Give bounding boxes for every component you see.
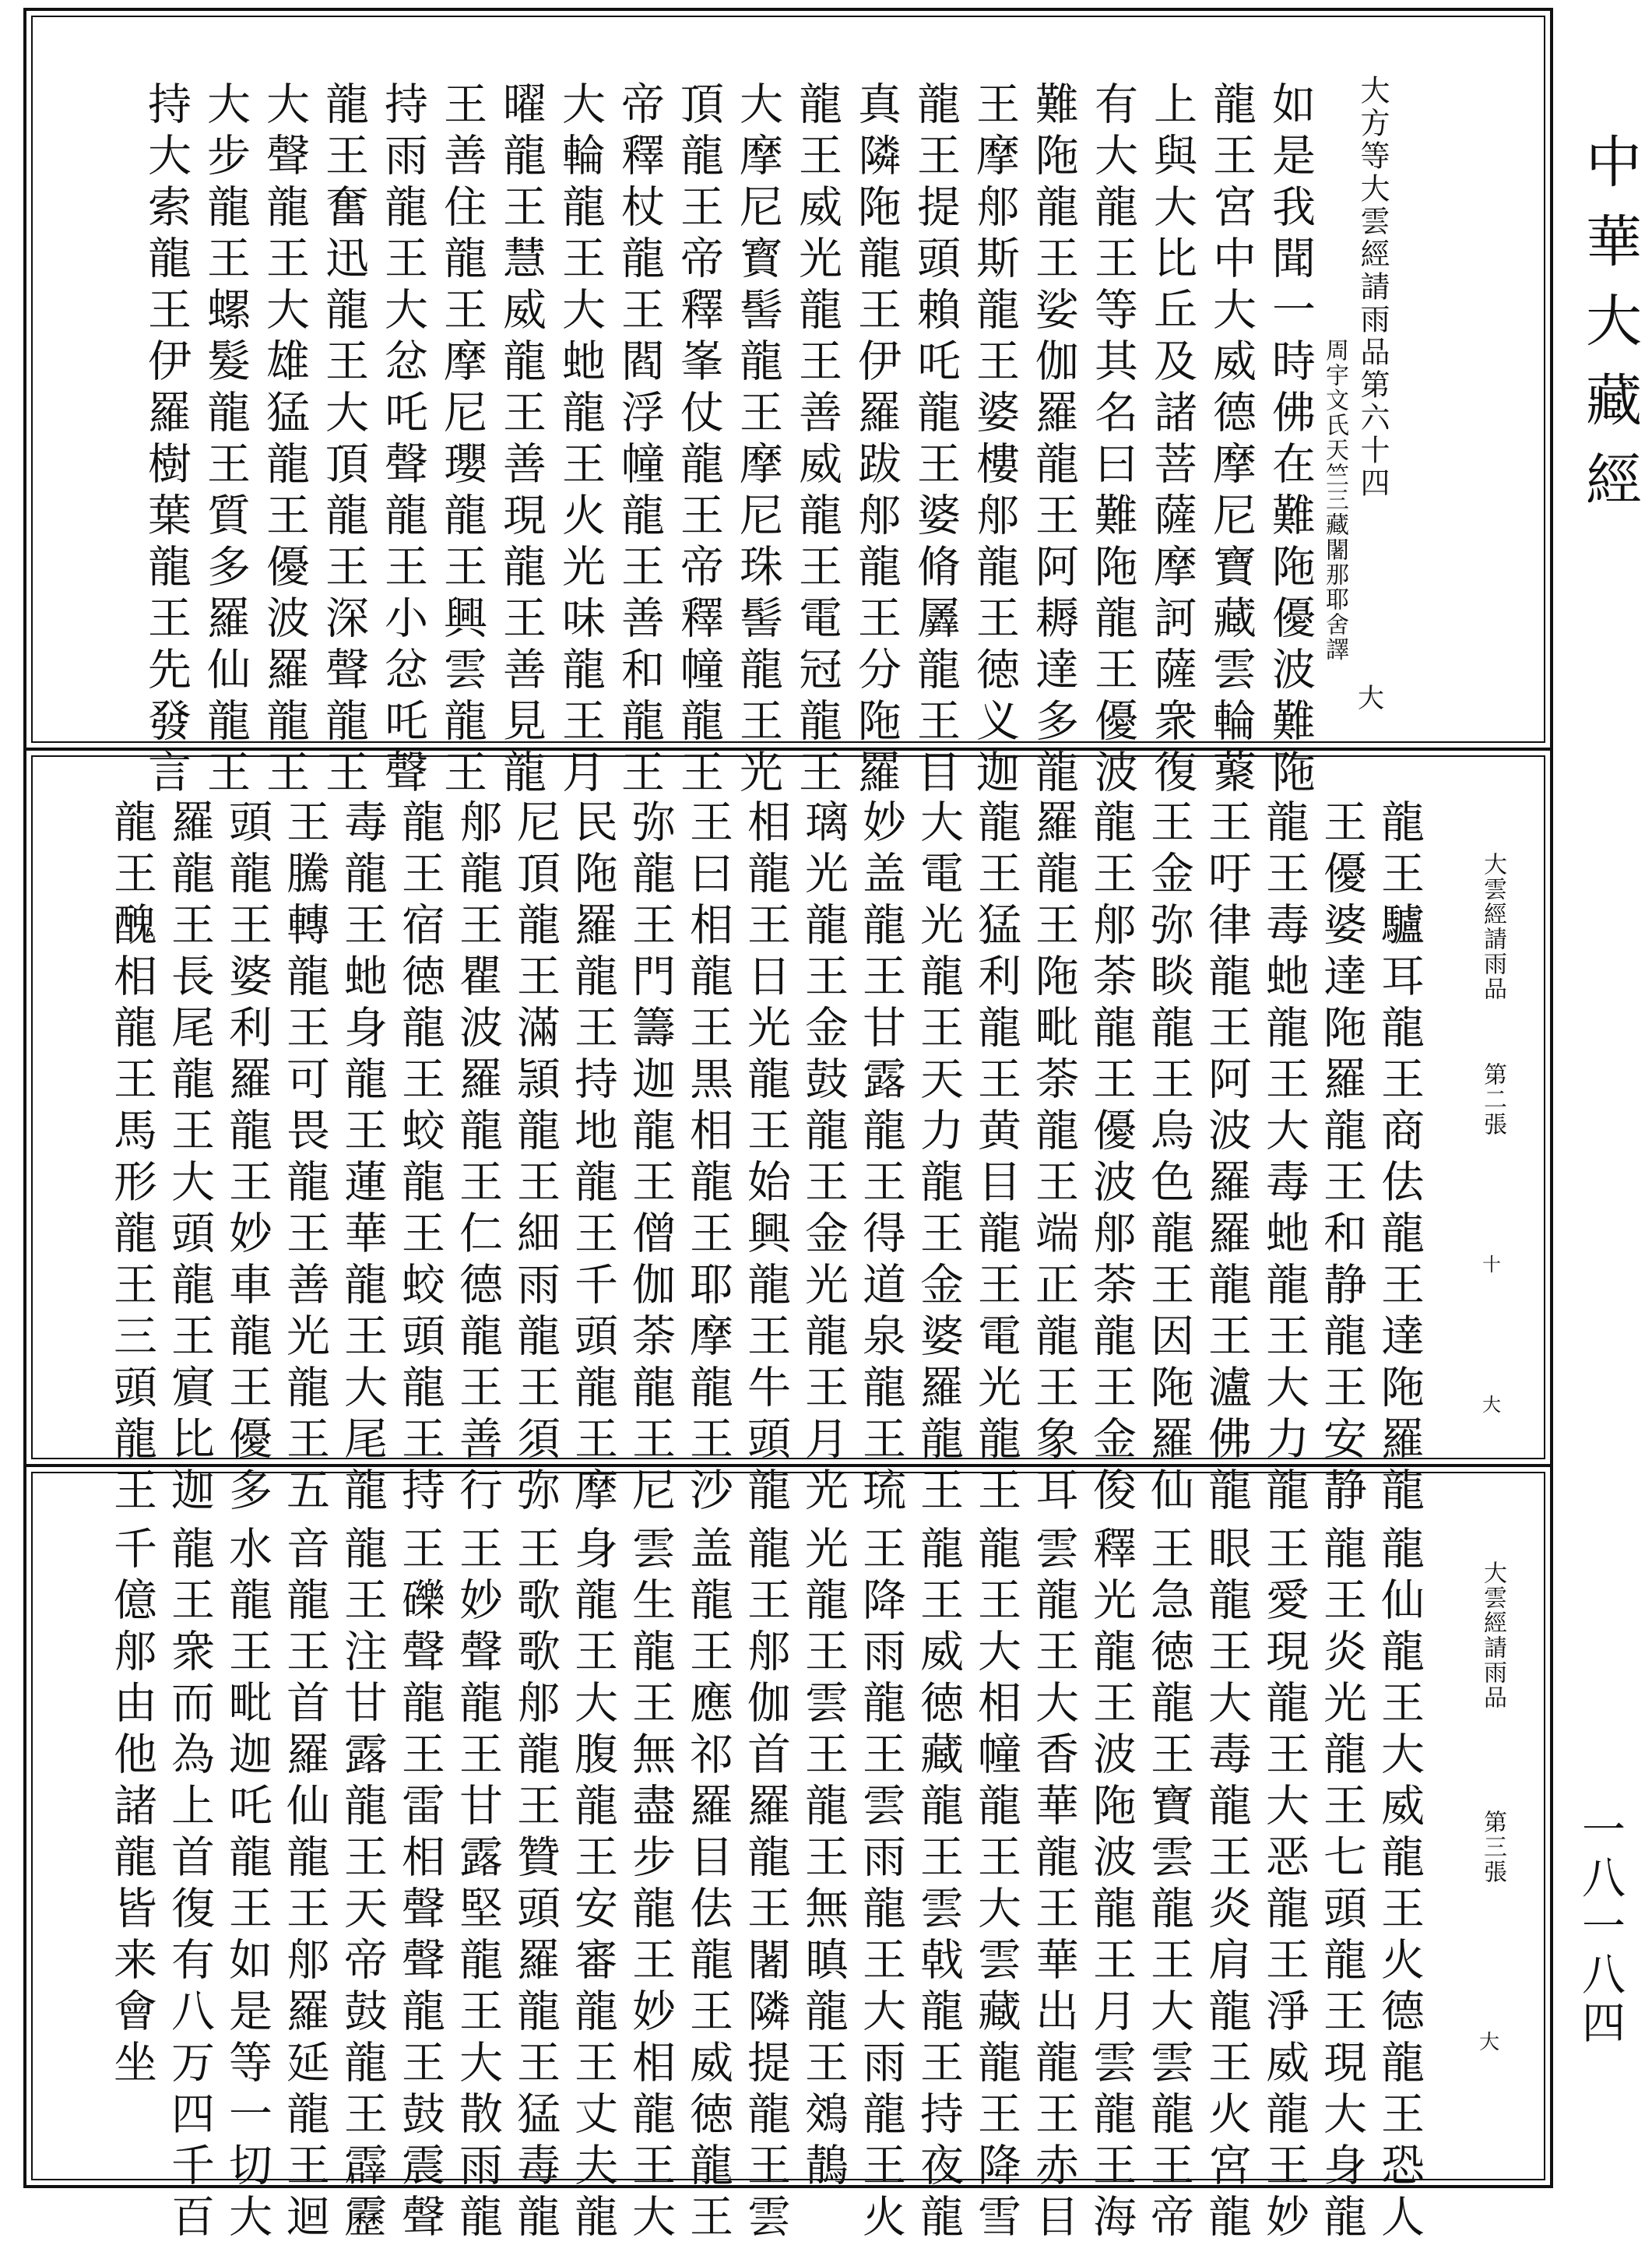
text-column: 帝釋杖龍王閻浮幢龍王善和龍王: [614, 81, 665, 801]
text-column: 王礫聲龍王雷相聲聲龍王鼓震聲: [395, 1525, 445, 2245]
page-caption: 第二張: [1479, 1062, 1506, 1137]
section-caption: 大雲經請雨品: [1479, 852, 1506, 1001]
text-column: 光龍王雲王龍王無瞋龍王鵁鶄: [798, 1525, 849, 2194]
text-column: 身龍王大腹龍王安審龍王丈夫龍: [568, 1525, 618, 2245]
text-column: 相龍王日光龍王始興龍王牛頭龍: [740, 799, 791, 1518]
text-column: 如是我聞一時佛在難陁優波難陁: [1265, 81, 1316, 801]
text-column: 毒龍王虵身龍王蓮華龍王大尾龍: [337, 799, 388, 1518]
text-column: 盖龍王應祁羅目佉龍王威徳龍王: [683, 1525, 733, 2245]
text-column: 王吁律龍王阿波羅羅龍王瀘佛龍: [1201, 799, 1252, 1518]
text-column: 雲生龍王無盡步龍王妙相龍王大: [625, 1525, 676, 2245]
text-column: 王善住龍王摩尼瓔龍王興雲龍王: [437, 81, 487, 801]
text-column: 龍王衆而為上首復有八万四千百: [164, 1525, 215, 2245]
text-column: 郍龍王瞿波羅龍王仁德龍王善行: [452, 799, 503, 1518]
text-column: 龍王驢耳龍王商佉龍王達陁羅龍: [1374, 799, 1425, 1518]
text-frame-2: [26, 751, 1550, 1518]
text-column: 真隣陁龍王伊羅跋郍龍王分陁羅: [851, 81, 902, 801]
text-column: 王摩郍斯龍王婆樓郍龍王徳义迦: [969, 81, 1020, 801]
collection-title: 中華大藏經: [1576, 132, 1642, 530]
text-column: 龍王炎光龍王七頭龍王現大身龍: [1316, 1525, 1367, 2245]
text-column: 王降雨龍王雲雨龍王大雨龍王火: [856, 1525, 906, 2245]
text-column: 龍王宮中大威德摩尼寶藏雲輪藂: [1206, 81, 1257, 801]
text-column: 大電光龍王天力龍王金婆羅龍王: [913, 799, 964, 1518]
page-mark: 十: [1482, 1254, 1501, 1276]
text-column: 王優婆達陁羅龍王和静龍王安静: [1316, 799, 1367, 1518]
page-caption: 第三張: [1479, 1810, 1506, 1884]
text-column: 音龍王首羅仙龍王郍羅延龍王迴: [279, 1525, 330, 2245]
text-column: 頂龍王帝釋峯仗龍王帝釋幢龍王: [673, 81, 724, 801]
text-column: 王妙聲龍王甘露堅龍王大散雨龍: [452, 1525, 503, 2245]
text-column: 龍仙龍王大威龍王火德龍王恐人: [1374, 1525, 1425, 2245]
text-column: 大聲龍王大雄猛龍王優波羅龍王: [259, 81, 310, 801]
text-frame-1: [26, 11, 1550, 801]
text-column: 王曰相龍王黒相龍王耶摩龍王沙: [683, 799, 733, 1518]
text-column: 尼頂龍王滿頴龍王細雨龍王須弥: [510, 799, 561, 1518]
text-column: 龍王郍荼龍王優波郍荼龍王金俊: [1086, 799, 1137, 1518]
text-column: 雲龍王大香華龍王華出龍王赤目: [1028, 1525, 1079, 2245]
text-column: 水龍王毗迦吒龍王如是等一切大: [222, 1525, 272, 2245]
sutra-title: 大方等大雲經請雨品第六十四: [1355, 75, 1390, 500]
text-column: 王騰轉龍王可畏龍王善光龍王五: [279, 799, 330, 1518]
text-column: 千億郍由他諸龍皆来會坐: [107, 1525, 157, 2091]
text-column: 有大龍王等其名曰難陁龍王優波: [1088, 81, 1138, 801]
text-column: 王愛現龍王大恶龍王淨威龍王妙: [1259, 1525, 1309, 2245]
text-column: 持大索龍王伊羅樹葉龍王先發言: [141, 81, 192, 801]
text-column: 龍王郍伽首羅龍王闍隣提龍王雲: [740, 1525, 791, 2245]
page-mark-extra: 大: [1482, 1394, 1501, 1416]
text-column: 持雨龍王大忿吒聲龍王小忿吒聲: [378, 81, 428, 801]
inner-border: [31, 16, 1545, 743]
text-column: 龍王注甘露龍王天帝鼓龍王霹靂: [337, 1525, 388, 2245]
text-column: 上與大比丘及諸菩薩摩訶薩衆復: [1147, 81, 1197, 801]
text-column: 龍王威光龍王善威龍王電冠龍王: [792, 81, 842, 801]
text-column: 難陁龍王娑伽羅龍王阿耨達多龍: [1028, 81, 1079, 801]
volume-mark: 大: [1358, 683, 1384, 714]
page-mark: 大: [1479, 2031, 1500, 2054]
sutra-page: [23, 8, 1553, 2245]
text-column: 大步龍王螺髮龍王質多羅仙龍王: [200, 81, 251, 801]
text-frame-3: [26, 1467, 1550, 2245]
text-column: 大摩尼寳髻龍王摩尼珠髻龍王光: [733, 81, 783, 801]
translator-line: 周宇文氏天竺三藏闍那耶舍譯: [1321, 338, 1348, 662]
text-column: 釋光龍王波陁波龍王月雲龍王海: [1086, 1525, 1137, 2245]
text-column: 羅龍王陁毗荼龍王端正龍王象耳: [1028, 799, 1079, 1518]
text-column: 龍王宿徳龍王蛟龍王蛟頭龍王持: [395, 799, 445, 1518]
text-column: 羅龍王長尾龍王大頭龍王賔比迦: [164, 799, 215, 1518]
text-column: 大輪龍王大虵龍王火光味龍王月: [555, 81, 606, 801]
text-column: 民陁羅龍王持地龍王千頭龍王摩: [568, 799, 618, 1518]
text-column: 龍王醜相龍王馬形龍王三頭龍王: [107, 799, 157, 1518]
text-column: 王歌歌郍龍王贊頭羅龍王猛毒龍: [510, 1525, 561, 2245]
text-column: 龍王大相幢龍王大雲藏龍王降雪: [971, 1525, 1021, 2245]
text-column: 龍王猛利龍王黄目龍王電光龍王: [971, 799, 1021, 1518]
text-column: 王金弥睒龍王烏色龍王因陁羅仙: [1144, 799, 1194, 1518]
text-column: 龍王奮迅龍王大頂龍王深聲龍王: [318, 81, 369, 801]
page-number: 一八一八四: [1575, 1807, 1626, 2048]
text-column: 眼龍王大毒龍王炎肩龍王火宮龍: [1201, 1525, 1252, 2245]
text-column: 璃光龍王金鼓龍王金光龍王月光: [798, 799, 849, 1518]
text-column: 龍王提頭賴吒龍王婆脩羼龍王目: [910, 81, 961, 801]
text-column: 妙盖龍王甘露龍王得道泉龍王琉: [856, 799, 906, 1518]
text-column: 弥龍王門籌迦龍王僧伽荼龍王尼: [625, 799, 676, 1518]
section-caption: 大雲經請雨品: [1479, 1561, 1506, 1710]
text-column: 頭龍王婆利羅龍王妙車龍王優多: [222, 799, 272, 1518]
text-column: 王急徳龍王寶雲龍王大雲龍王帝: [1144, 1525, 1194, 2245]
text-column: 曜龍王慧威龍王善現龍王善見龍: [496, 81, 547, 801]
text-column: 龍王威徳藏龍王雲戟龍王持夜龍: [913, 1525, 964, 2245]
text-column: 龍王毒虵龍王大毒虵龍王大力龍: [1259, 799, 1309, 1518]
